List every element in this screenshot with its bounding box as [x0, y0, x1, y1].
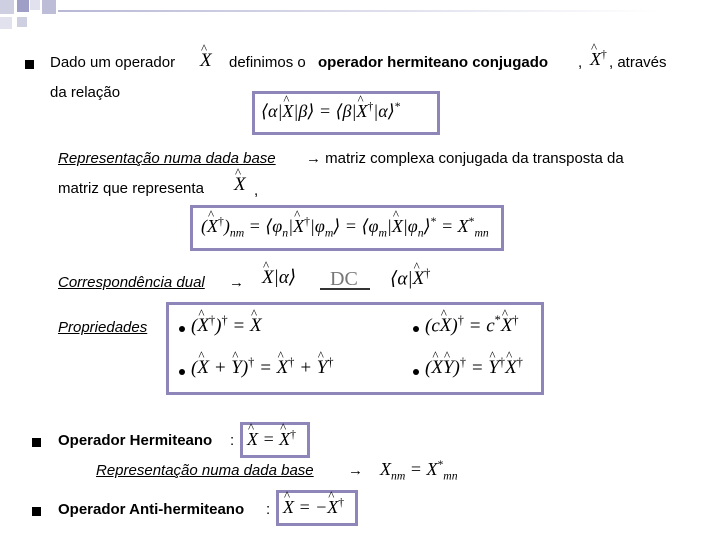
antihermitian-colon: :: [266, 501, 271, 518]
matrix-element-formula: (^ $X^\dagger)_{nm}$ = $⟨\varphi_n|\^{}$ $X^\dagger|\varphi_m⟩$ = $⟨\varphi_m|\^{}$ $X|\varphi_n⟩^* = X^*_{mn}$: [201, 215, 489, 240]
hermitian-matrix-formula: $X_{nm} = X^*_{mn}$: [380, 458, 458, 483]
hermitian-title: Operador Hermiteano: [58, 432, 213, 449]
bullet-1: [25, 60, 34, 69]
dual-correspondence-link[interactable]: Correspondência dual: [58, 274, 205, 291]
hermitian-colon: :: [230, 432, 235, 449]
dual-arrow: →: [229, 274, 244, 291]
antihermitian-title: Operador Anti-hermiteano: [58, 501, 245, 518]
adjoint-relation-formula: ⟨α|^ X|β⟩ = ⟨β|^ X†|α⟩*: [261, 100, 401, 122]
hermitian-rep-arrow: →: [348, 462, 363, 479]
representation-text: → matriz complexa conjugada da transposta da: [306, 150, 624, 167]
hermitian-representation-link[interactable]: Representação numa dada base: [96, 462, 314, 479]
hermitian-box: [240, 422, 310, 458]
bullet-3: [32, 507, 41, 516]
property-product-formula: (^ X^ Y)† = ^ Y†^ X†: [425, 355, 523, 379]
operator-x-formula-2: ^ X: [234, 174, 246, 196]
representation-comma: ,: [254, 182, 259, 199]
operator-x-formula: ^ X: [200, 50, 212, 72]
antihermitian-box: [276, 490, 358, 526]
item1-text-a: Dado um operador: [50, 54, 176, 71]
item1-text-d: da relação: [50, 84, 121, 101]
formula-box-adjoint: [252, 91, 440, 135]
dc-symbol: DC: [330, 268, 358, 290]
bullet-2: [32, 438, 41, 447]
properties-box: [166, 302, 544, 395]
hermitian-formula: ^ X = ^ X†: [247, 428, 296, 450]
item1-text-b: definimos o: [229, 54, 306, 71]
property-sum-formula: (^ X + ^ Y)† = ^ X† + ^ Y†: [191, 355, 334, 379]
representation-text-line2: matriz que representa: [58, 180, 204, 197]
item1-text-c: , através: [609, 54, 667, 71]
item1-comma: ,: [578, 54, 583, 71]
property-bullet-4: [413, 369, 419, 375]
property-scalar-formula: (c^ X)† = c*^ X†: [425, 313, 519, 337]
properties-link[interactable]: Propriedades: [58, 319, 148, 336]
dc-arrow-mark: [320, 282, 370, 290]
property-bullet-3: [179, 369, 185, 375]
property-double-dagger-formula: (^ X†)† = ^ X: [191, 313, 262, 337]
ket-x-alpha-formula: ^ X|α⟩: [262, 266, 296, 289]
formula-box-matrix: [190, 205, 504, 251]
representation-link[interactable]: Representação numa dada base: [58, 150, 276, 167]
property-bullet-2: [413, 326, 419, 332]
property-bullet-1: [179, 326, 185, 332]
bra-alpha-xdagger-formula: ⟨α|^ X†: [390, 266, 430, 290]
item1-bold-term: operador hermiteano conjugado: [318, 54, 549, 71]
operator-xdagger-formula: ^ X†: [590, 48, 607, 70]
antihermitian-formula: ^ X = −^ X†: [283, 496, 344, 518]
